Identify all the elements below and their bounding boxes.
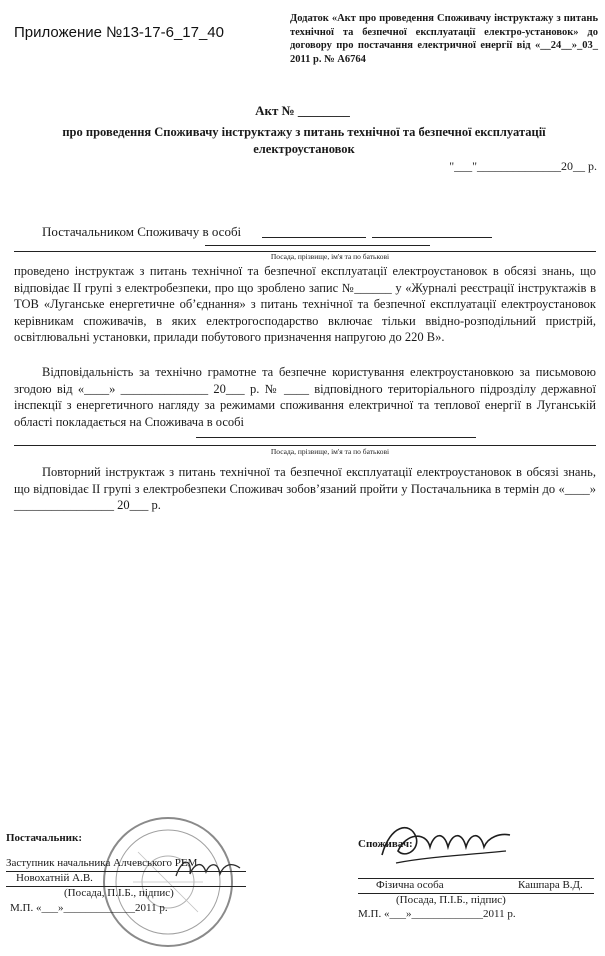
consumer-signature-title: Споживач: bbox=[358, 838, 413, 850]
consumer-name: Кашпара В.Д. bbox=[518, 879, 583, 891]
supplier-mp-date: М.П. «___»_____________2011 р. bbox=[10, 902, 168, 914]
addendum-header: Додаток «Акт про проведення Споживачу інструктажу з питань технічної та безпечної експлуатації електро-установок» до договору про постачання електричної енергії від «__24__»_03_ 2011 р. № А6764 bbox=[290, 13, 598, 65]
act-title: Акт № ________ bbox=[255, 103, 350, 118]
consumer-mp-date: М.П. «___»_____________2011 р. bbox=[358, 908, 516, 920]
supplier-name: Новохатній А.В. bbox=[16, 872, 93, 884]
act-date-line: "___"______________20__ р. bbox=[449, 159, 597, 173]
blank-line bbox=[205, 245, 430, 246]
position-caption: Посада, прізвище, ім'я та по батькові bbox=[270, 252, 390, 261]
paragraph-responsibility bbox=[14, 364, 596, 430]
supplier-representative-label: Постачальником Споживачу в особі bbox=[42, 224, 242, 239]
paragraph-repeat-instruction-text: Повторний інструктаж з питань технічної та безпечної експлуатації електроустановок в обсязі знань, що відповідає II групі з електробезпеки Споживач зобов’язаний пройти у Постачальника в термін до «____» ________________ 20___ р. bbox=[14, 465, 596, 512]
consumer-position: Фізична особа bbox=[376, 879, 444, 891]
paragraph-repeat-instruction bbox=[14, 464, 596, 514]
full-width-line bbox=[14, 445, 596, 446]
supplier-signature-title: Постачальник: bbox=[6, 832, 83, 844]
blank-line bbox=[262, 237, 366, 238]
consumer-signature-caption: (Посада, П.І.Б., підпис) bbox=[396, 894, 506, 906]
supplier-position: Заступник начальника Алчевського РЕМ bbox=[6, 857, 198, 869]
paragraph-responsibility-text: Відповідальність за технічно грамотне та безпечне користування електроустановкою за письмовою згодою від «____» ______________ 20___ р. № ____ відповідного територіального підрозділу державної інспекції з енергетичного нагляду за режимами споживання електричної та теплової енергії в Луганській області покладається на Споживача в особі bbox=[14, 365, 596, 429]
supplier-handwritten-signature bbox=[172, 854, 244, 884]
annex-label: Приложение №13-17-6_17_40 bbox=[14, 24, 224, 41]
paragraph-instruction: проведено інструктаж з питань технічної та безпечної експлуатації електроустановок в обсязі знань, що відповідає II групі з електробезпеки, про що зроблено запис №______ у «Журналі реєстрації інструктажів в ТОВ «Луганське енергетичне об’єднання» з питань технічної та безпечної експлуатації електроустановок керівникам споживачів, в яких електрогосподарство включає тільки ввідно-розподільний пристрій, освітлювальні установки, прилади побутового призначення напругою до 220 В». bbox=[14, 264, 596, 344]
blank-line bbox=[196, 437, 476, 438]
act-subject: про проведення Споживачу інструктажу з питань технічної та безпечної експлуатації електроустановок bbox=[62, 125, 546, 156]
supplier-signature-caption: (Посада, П.І.Б., підпис) bbox=[64, 887, 174, 899]
consumer-handwritten-signature bbox=[376, 815, 516, 871]
position-caption: Посада, прізвище, ім'я та по батькові bbox=[270, 447, 390, 456]
blank-line bbox=[372, 237, 492, 238]
